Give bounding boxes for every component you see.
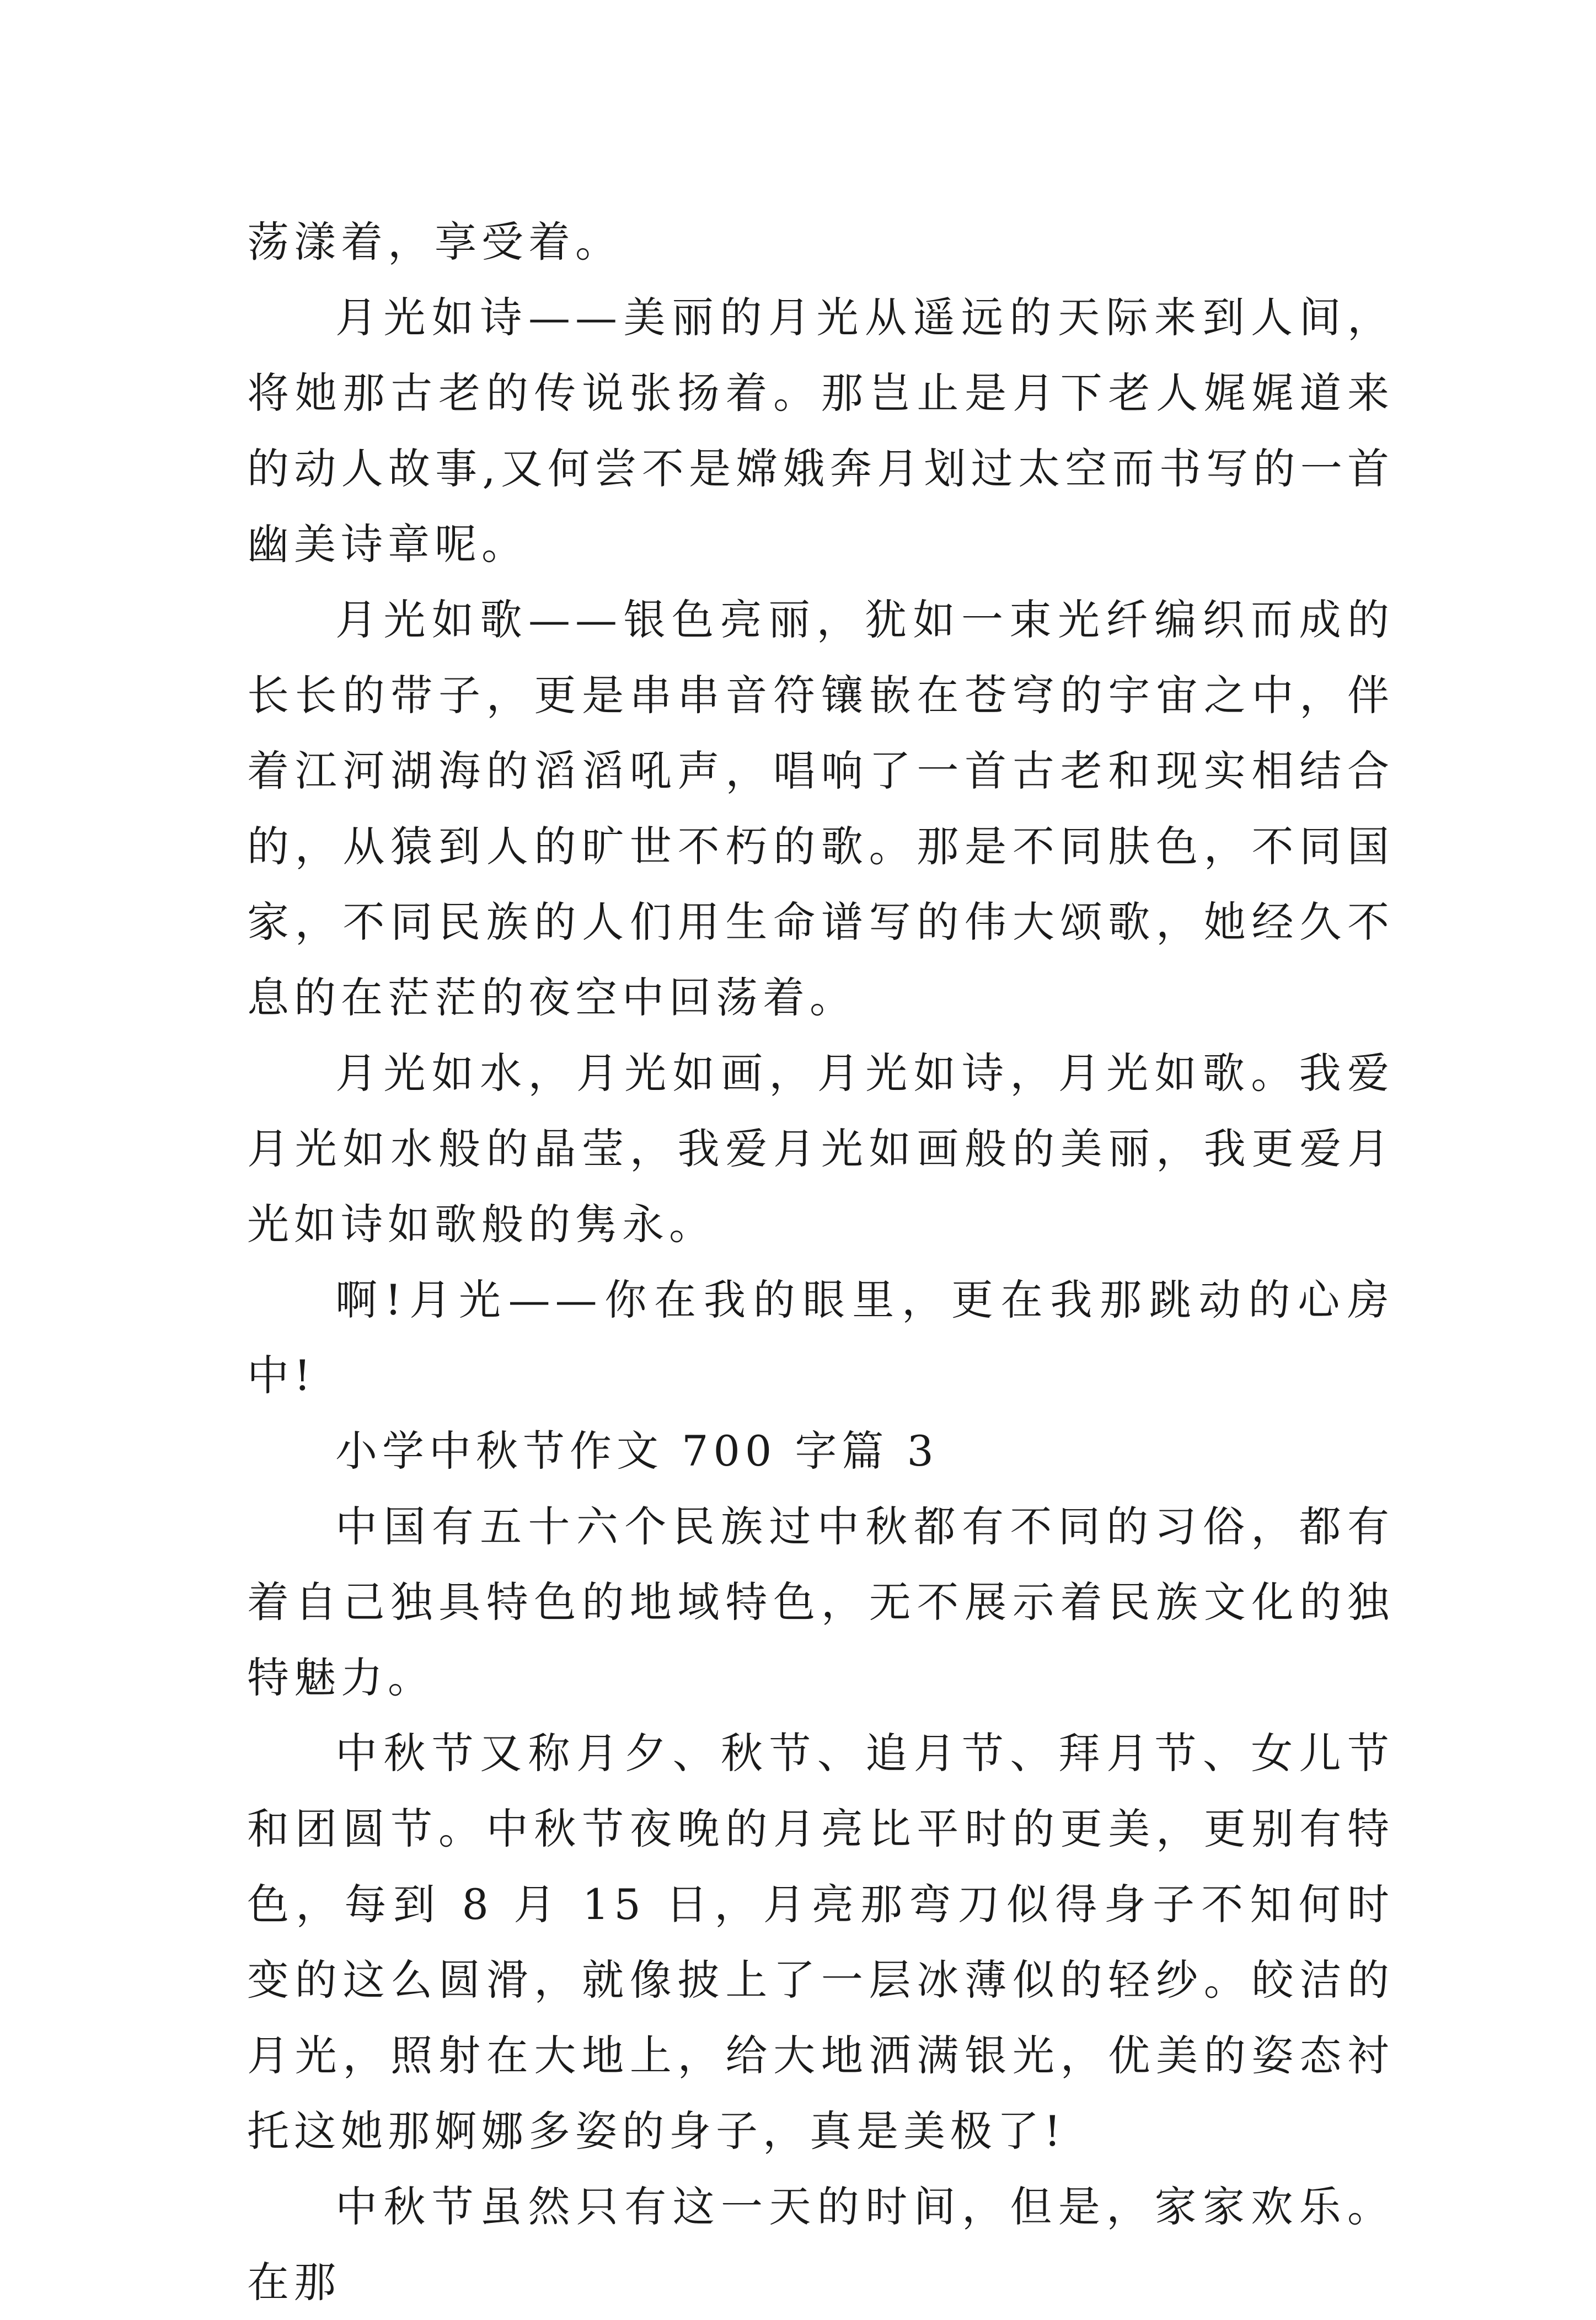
- paragraph: 中秋节虽然只有这一天的时间，但是，家家欢乐。在那: [247, 2182, 1394, 2307]
- paragraph: 月光如诗——美丽的月光从遥远的天际来到人间，将她那古老的传说张扬着。那岂止是月下老人娓娓道来的动人故事,又何尝不是嫦娥奔月划过太空而书写的一首幽美诗章呢。: [247, 293, 1394, 569]
- paragraph: 月光如水，月光如画，月光如诗，月光如歌。我爱月光如水般的晶莹，我爱月光如画般的美丽，我更爱月光如诗如歌般的隽永。: [247, 1049, 1394, 1249]
- document-body: [247, 204, 1394, 2320]
- paragraph: 中国有五十六个民族过中秋都有不同的习俗，都有着自己独具特色的地域特色，无不展示着民族文化的独特魅力。: [247, 1502, 1394, 1702]
- section-heading: 小学中秋节作文 700 字篇 3: [335, 1426, 939, 1476]
- paragraph: 月光如歌——银色亮丽，犹如一束光纤编织而成的长长的带子，更是串串音符镶嵌在苍穹的宇宙之中，伴着江河湖海的滔滔吼声，唱响了一首古老和现实相结合的，从猿到人的旷世不朽的歌。那是不同肤色，不同国家，不同民族的人们用生命谱写的伟大颂歌，她经久不息的在茫茫的夜空中回荡着。: [247, 595, 1394, 1022]
- paragraph: 荡漾着，享受着。: [247, 217, 622, 266]
- paragraph: 中秋节又称月夕、秋节、追月节、拜月节、女儿节和团圆节。中秋节夜晚的月亮比平时的更美，更别有特色，每到 8 月 15 日，月亮那弯刀似得身子不知何时变的这么圆滑，就像披上了一层冰薄似的轻纱。皎洁的月光，照射在大地上，给大地洒满银光，优美的姿态衬托这她那婀娜多姿的身子，真是美极了!: [247, 1729, 1394, 2156]
- paragraph: 啊!月光——你在我的眼里，更在我那跳动的心房中!: [247, 1275, 1394, 1400]
